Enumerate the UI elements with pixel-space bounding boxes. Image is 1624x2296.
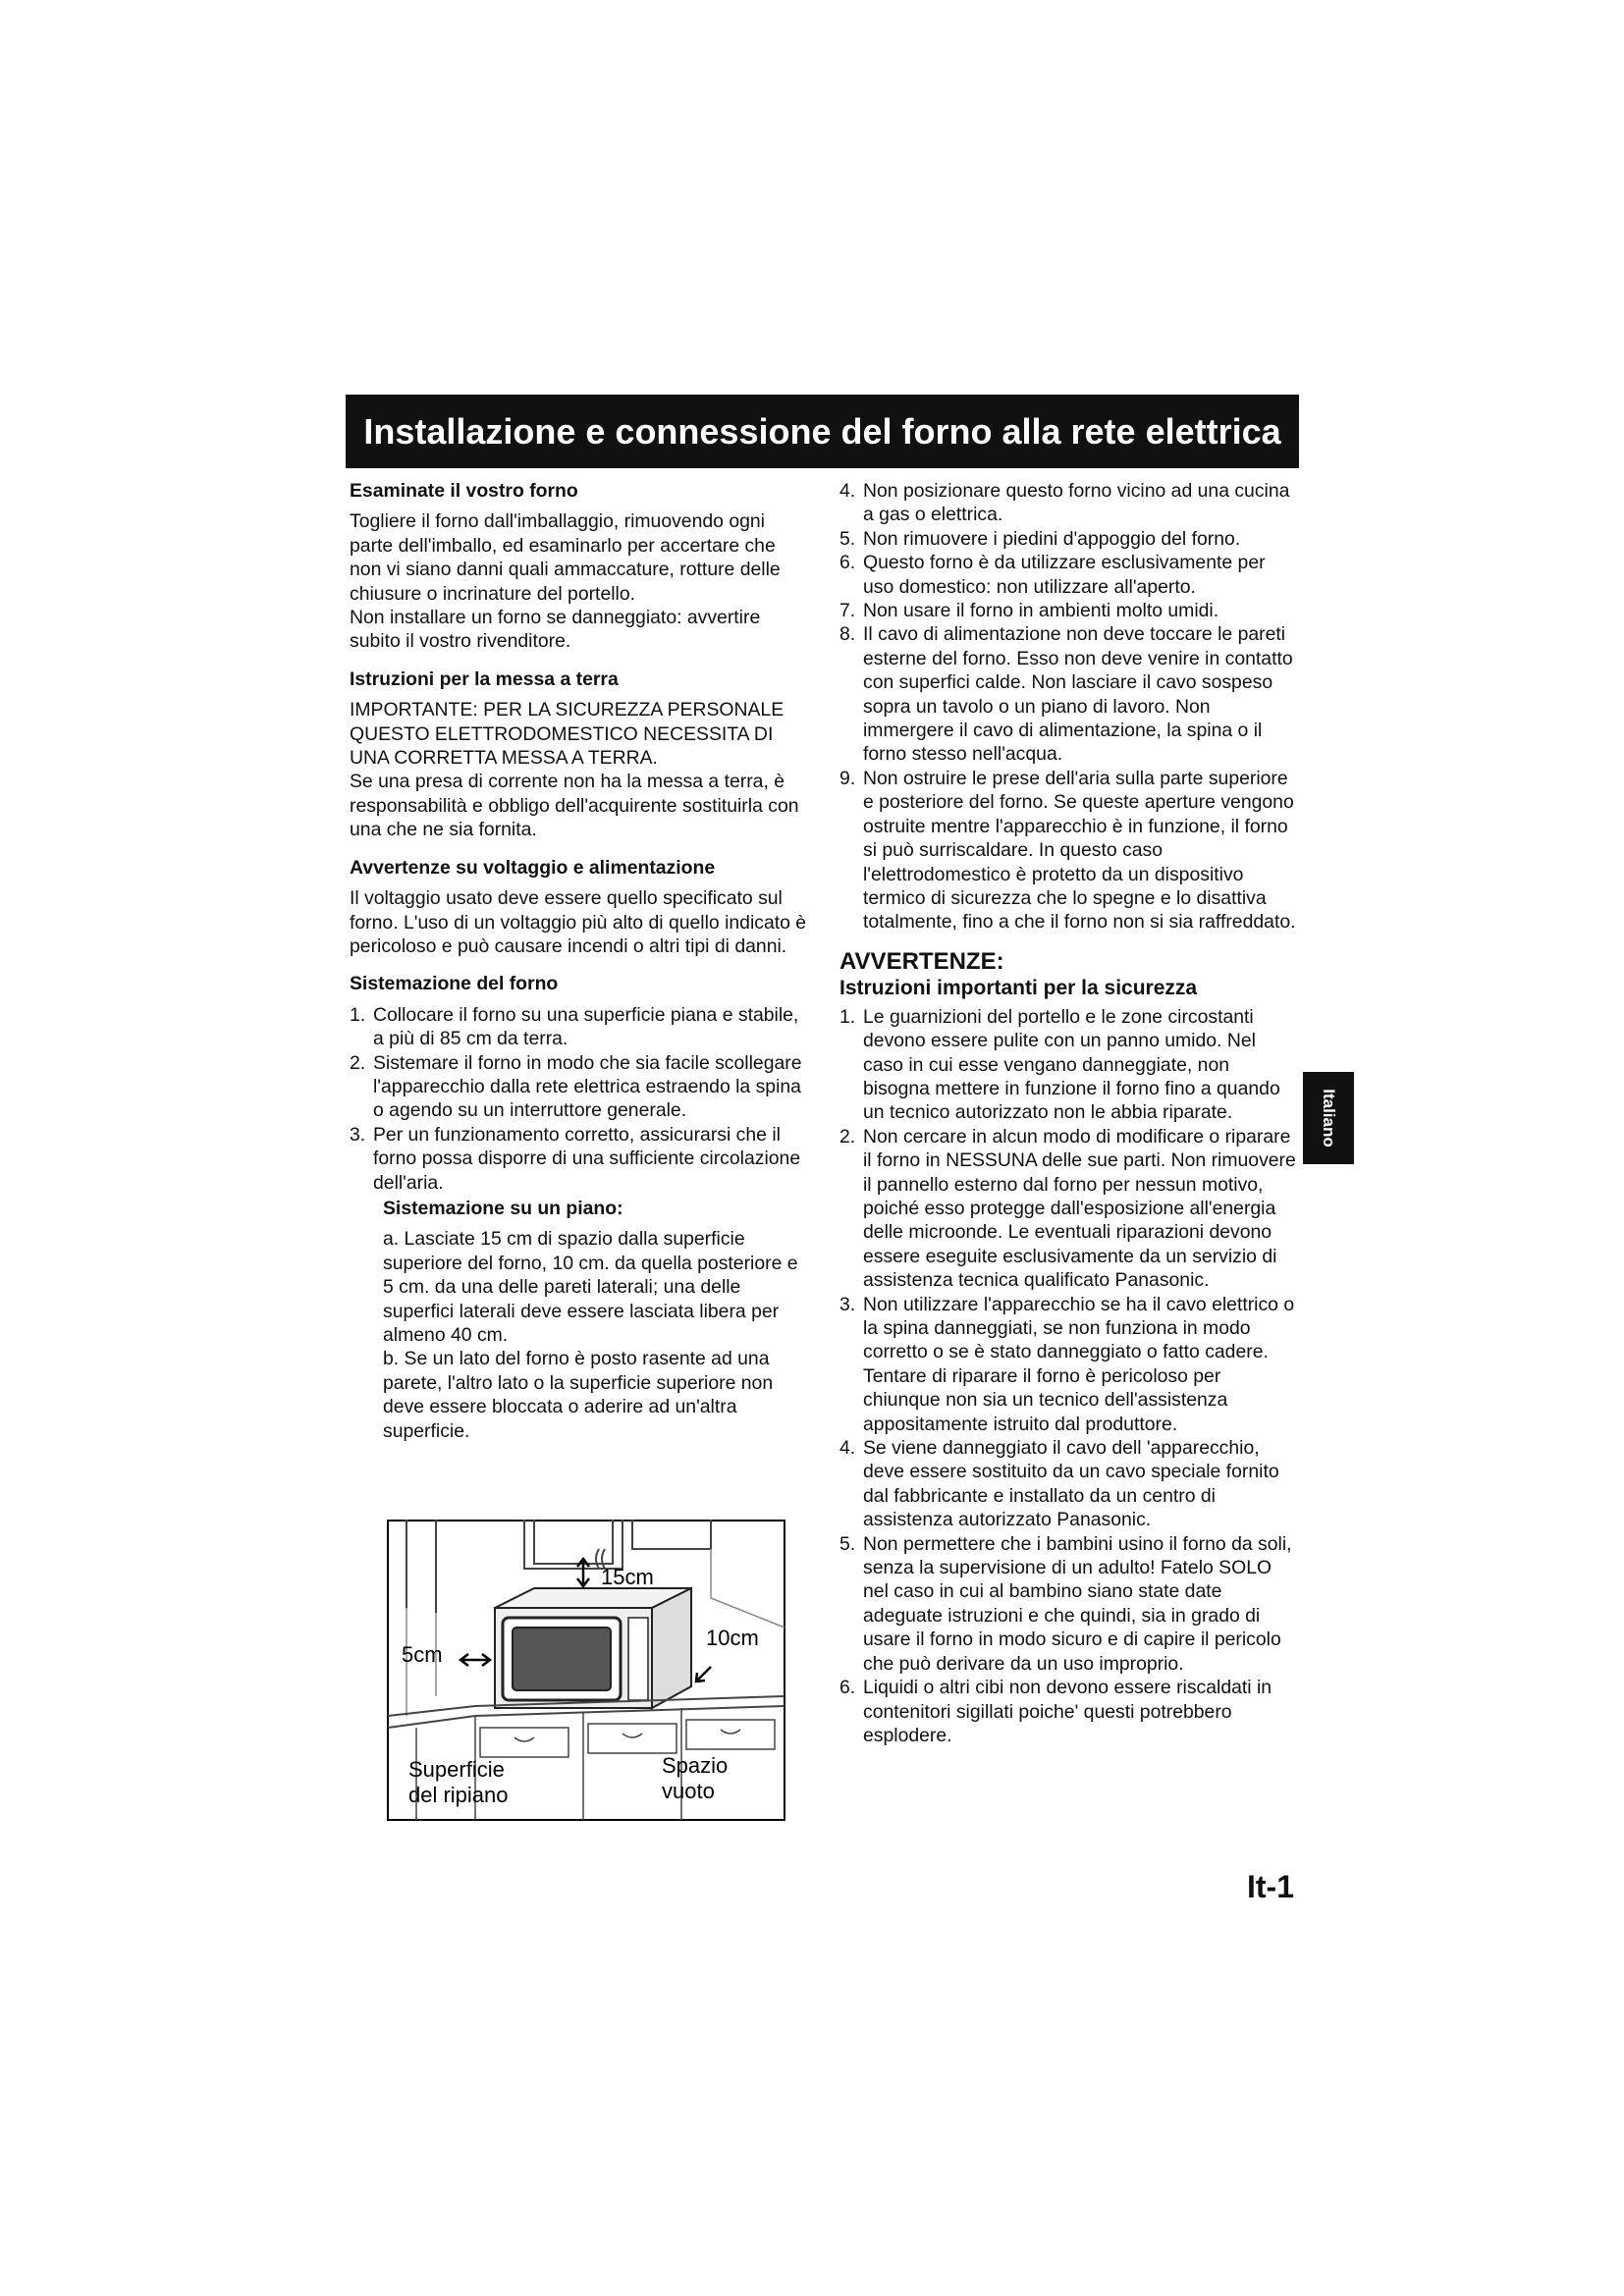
label-surface-line1: Superficie — [408, 1757, 505, 1782]
label-surface-line2: del ripiano — [408, 1783, 509, 1807]
item-text: Non usare il forno in ambienti molto umidi. — [863, 600, 1219, 622]
item-number: 5. — [839, 1532, 856, 1555]
item-text: Se viene danneggiato il cavo dell 'apparecchio, deve essere sostituito da un cavo speciale fornito dal fabbricante e installato da un centro di assistenza autorizzato Panasonic. — [863, 1437, 1279, 1531]
section-heading-grounding: Istruzioni per la messa a terra — [350, 667, 619, 690]
paragraph: Non installare un forno se danneggiato: avvertire subito il vostro rivenditore. — [350, 607, 761, 653]
item-text: Non utilizzare l'apparecchio se ha il cavo elettrico o la spina danneggiati, se non funziona in modo corretto o se è stato danneggiato o fatto cadere. Tentare di riparare il forno è pericoloso per chiunque non sia un tecnico dell'assistenza appositamente istruito dal produttore. — [863, 1293, 1295, 1435]
section-heading-voltage: Avvertenze su voltaggio e alimentazione — [350, 856, 716, 879]
page-number: It-1 — [1247, 1869, 1294, 1904]
language-tab-label: Italiano — [1320, 1089, 1338, 1148]
item-number: 4. — [839, 1437, 856, 1460]
list-item — [350, 1003, 811, 1051]
paragraph: a. Lasciate 15 cm di spazio dalla superficie superiore del forno, 10 cm. da quella posteriore e 5 cm. da una delle pareti laterali; una delle superfici laterali deve essere lasciata libera per almeno 40 cm. — [383, 1228, 798, 1346]
item-text: Non cercare in alcun modo di modificare o riparare il forno in NESSUNA delle sue parti. Non rimuovere il pannello esterno dal forno per nessun motivo, poiché esso protegge dall'esposizione all'energia delle microonde. Le eventuali riparazioni devono essere eseguite esclusivamente da un servizio di assistenza tecnica qualificato Panasonic. — [863, 1125, 1296, 1292]
item-text: Non permettere che i bambini usino il forno da soli, senza la supervisione di un adulto! Fatelo SOLO nel caso in cui al bambino siano state date adeguate istruzioni e che quindi, sia in grado di usare il forno in modo sicuro e di capire il pericolo che può derivare da un uso improprio. — [863, 1532, 1292, 1675]
diagram-svg — [387, 1520, 785, 1821]
label-space-line2: vuoto — [662, 1779, 715, 1803]
paragraph: Il voltaggio usato deve essere quello specificato sul forno. L'uso di un voltaggio più alto di quello indicato è pericoloso e può causare incendi o altri tipi di danni. — [350, 887, 807, 957]
warnings-heading: AVVERTENZE: — [839, 947, 1004, 975]
label-15cm: 15cm — [601, 1565, 654, 1589]
warnings-list — [839, 1005, 1301, 1748]
paragraph: b. Se un lato del forno è posto rasente ad una parete, l'altro lato o la superficie superiore non deve essere bloccata o aderire ad un'altra superficie. — [383, 1348, 774, 1442]
item-text: Non ostruire le prese dell'aria sulla parte superiore e posteriore del forno. Se queste aperture vengono ostruite mentre l'apparecchio è in funzione, il forno si può surriscaldare. In questo caso l'elettrodomestico è protetto da un dispositivo termico di sicurezza che lo spegne e lo disattiva totalmente, fino a che il forno non si sia raffreddato. — [863, 767, 1296, 934]
paragraph: IMPORTANTE: PER LA SICUREZZA PERSONALE QUESTO ELETTRODOMESTICO NECESSITA DI UNA CORRETTA MESSA A TERRA. — [350, 699, 785, 770]
list-item — [839, 479, 1301, 527]
list-item — [839, 622, 1301, 766]
item-text: Liquidi o altri cibi non devono essere riscaldati in contenitori sigillati poiche' questi potrebbero esplodere. — [863, 1677, 1272, 1746]
label-5cm: 5cm — [402, 1642, 443, 1667]
list-item — [839, 551, 1301, 599]
paragraph: Togliere il forno dall'imballaggio, rimuovendo ogni parte dell'imballo, ed esaminarlo per accertare che non vi siano danni quali ammaccature, rotture delle chiusure o incrinature del portello. — [350, 510, 781, 605]
item-text: Non rimuovere i piedini d'appoggio del forno. — [863, 527, 1241, 550]
item-number: 6. — [839, 1677, 856, 1699]
item-text: Collocare il forno su una superficie piana e stabile, a più di 85 cm da terra. — [373, 1003, 799, 1050]
item-number: 7. — [839, 600, 856, 622]
list-item — [350, 1051, 811, 1123]
list-item — [839, 1293, 1301, 1436]
item-text: Non posizionare questo forno vicino ad una cucina a gas o elettrica. — [863, 480, 1290, 526]
item-text: Il cavo di alimentazione non deve toccare le pareti esterne del forno. Esso non deve venire in contatto con superfici calde. Non lasciare il cavo sospeso sopra un tavolo o un piano di lavoro. Non immergere il cavo di alimentazione, la spina o il forno stesso nell'acqua. — [863, 623, 1293, 766]
language-tab — [1303, 1072, 1354, 1164]
item-number: 5. — [839, 527, 856, 550]
page-title: Installazione e connessione del forno alla rete elettrica — [346, 395, 1299, 468]
item-number: 6. — [839, 552, 856, 574]
section-heading-examine: Esaminate il vostro forno — [350, 480, 578, 502]
section-heading-placement: Sistemazione del forno — [350, 973, 559, 995]
list-item — [839, 1005, 1301, 1125]
placement-list — [350, 1003, 811, 1195]
right-column — [839, 479, 1301, 1747]
item-text: Questo forno è da utilizzare esclusivamente per uso domestico: non utilizzare all'aperto. — [863, 552, 1266, 598]
item-number: 3. — [350, 1123, 366, 1146]
oven-control-panel — [628, 1618, 648, 1700]
list-item — [350, 1123, 811, 1195]
list-item — [839, 527, 1301, 551]
item-text: Sistemare il forno in modo che sia facile scollegare l'apparecchio dalla rete elettrica estraendo la spina o agendo su un interruttore generale. — [373, 1051, 802, 1122]
list-item — [839, 1436, 1301, 1532]
item-number: 3. — [839, 1293, 856, 1315]
label-space-line1: Spazio — [662, 1753, 729, 1778]
item-number: 1. — [350, 1003, 366, 1026]
subheading-counter-placement: Sistemazione su un piano: — [383, 1197, 623, 1219]
item-number: 9. — [839, 767, 856, 789]
item-number: 2. — [350, 1051, 366, 1074]
item-text: Per un funzionamento corretto, assicurarsi che il forno possa disporre di una sufficiente circolazione dell'aria. — [373, 1123, 801, 1194]
oven-window — [513, 1628, 611, 1690]
warnings-subheading: Istruzioni importanti per la sicurezza — [839, 976, 1198, 999]
paragraph: Se una presa di corrente non ha la messa a terra, è responsabilità e obbligo dell'acquirente sostituirla con una che ne sia fornita. — [350, 771, 799, 841]
list-item — [839, 1532, 1301, 1676]
left-column — [350, 479, 811, 1443]
list-item — [839, 1125, 1301, 1293]
list-item — [839, 1676, 1301, 1747]
item-number: 1. — [839, 1005, 856, 1028]
item-number: 2. — [839, 1125, 856, 1148]
label-10cm: 10cm — [706, 1626, 759, 1650]
oven-side — [652, 1588, 691, 1708]
item-number: 8. — [839, 623, 856, 646]
item-number: 4. — [839, 480, 856, 502]
item-text: Le guarnizioni del portello e le zone circostanti devono essere pulite con un panno umido. Nel caso in cui esse vengano danneggiate, non bisogna mettere in funzione il forno fino a quando un tecnico autorizzato non le abbia riparate. — [863, 1005, 1280, 1124]
installation-diagram — [387, 1520, 785, 1821]
placement-list-continued — [839, 479, 1301, 934]
list-item — [839, 599, 1301, 622]
list-item — [839, 767, 1301, 934]
